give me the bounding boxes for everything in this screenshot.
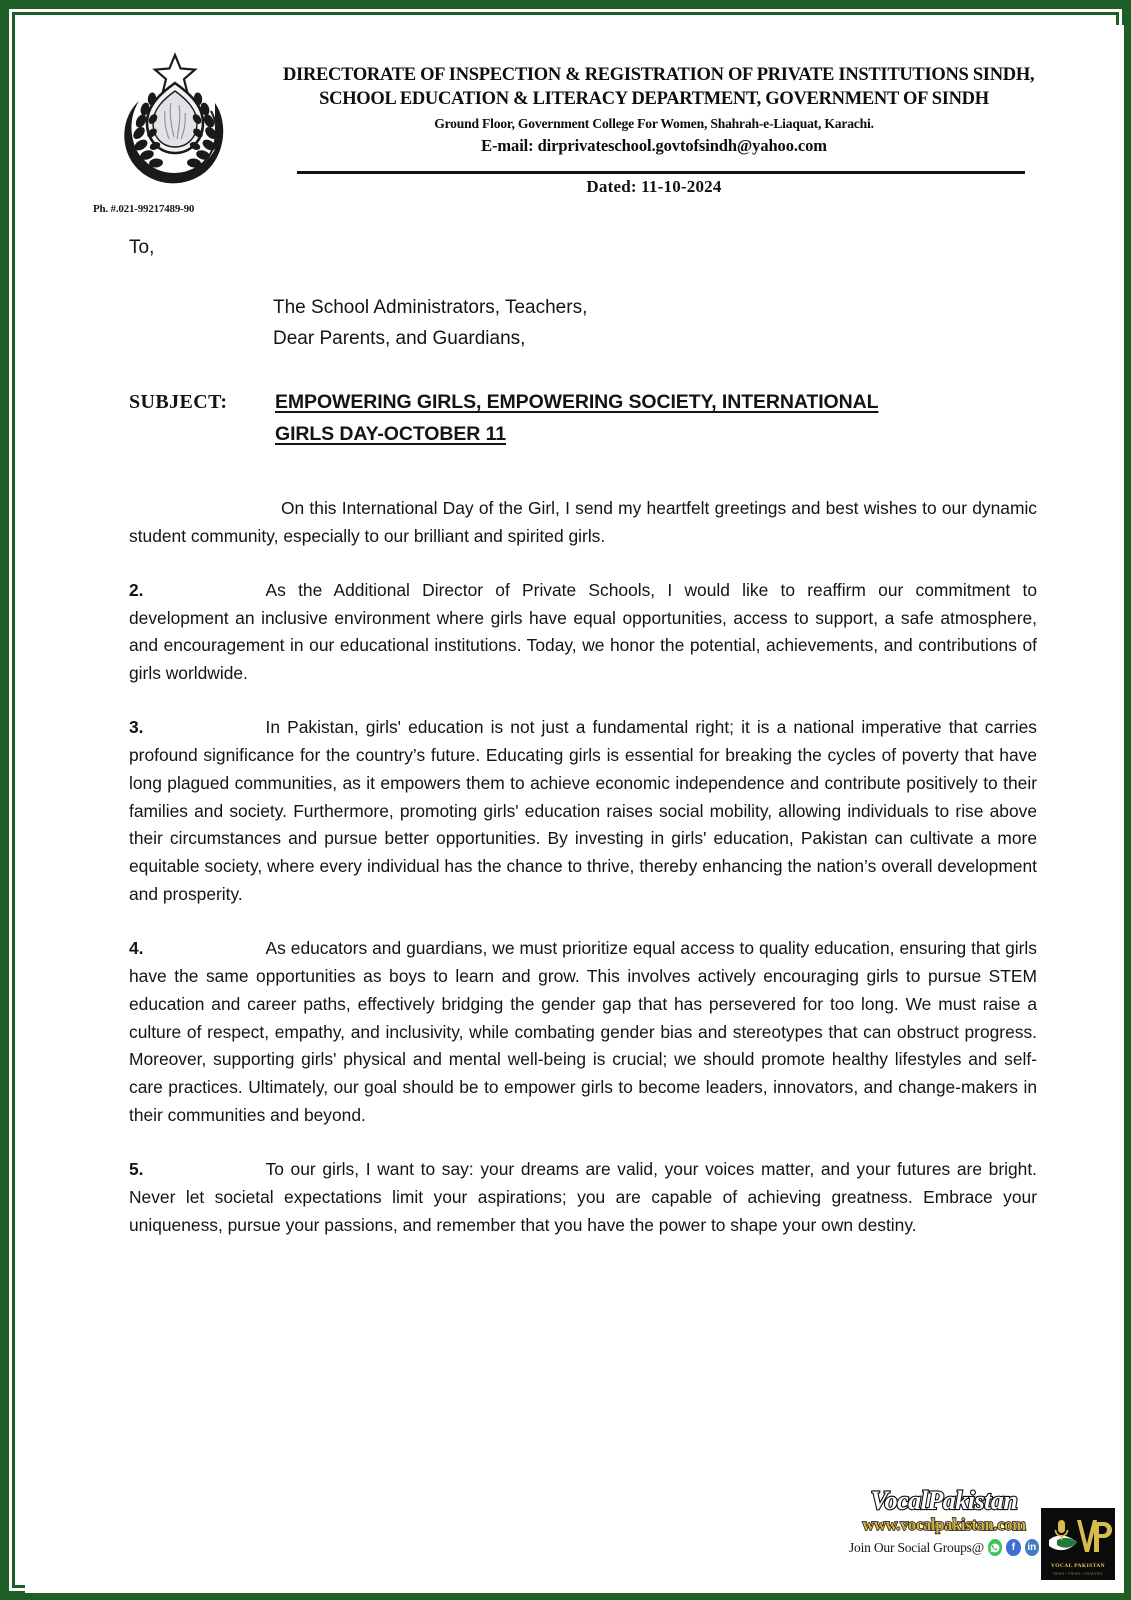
paragraph-number: 3. [129,717,144,738]
subject-text [275,387,878,450]
letterhead-divider [297,171,1025,174]
vocal-pakistan-watermark [845,1480,1115,1580]
office-email: E-mail: dirprivateschool.govtofsindh@yahoo.com [481,135,827,155]
linkedin-icon[interactable]: in [1025,1539,1039,1556]
watermark-website-url: www.vocalpakistan.com [862,1515,1026,1534]
letter-paragraph [129,577,1037,688]
directorate-title-line-2: SCHOOL EDUCATION & LITERACY DEPARTMENT, GOVERNMENT OF SINDH [319,89,989,110]
paragraph-text: As educators and guardians, we must prioritize equal access to quality education, ensuring that girls have the same opportunities as boys to learn and grow. This involves actively encouraging girls to pursue STEM education and career paths, effectively bridging the gender gap that has persevered for too long. We must raise a culture of respect, empathy, and inclusivity, while combating gender bias and stereotypes that can obstruct progress. Moreover, supporting girls' physical and mental well-being is crucial; we should promote healthy lifestyles and self-care practices. Ultimately, our goal should be to empower girls to become leaders, innovators, and change-makers in their communities and beyond. [129,937,1037,1126]
watermark-logo-subcaption: NEWS • VIEWS • ANALYSIS [1053,1572,1103,1576]
letter-paragraph [129,1156,1037,1240]
watermark-social-row [849,1539,1039,1556]
watermark-brand: VocalPakistan [870,1486,1018,1515]
paragraph-number: 4. [129,937,144,958]
paragraph-text: To our girls, I want to say: your dreams are valid, your voices matter, and your futures are bright. Never let societal expectations limit your aspirations; you are capable of achieving greatness. Embrace your uniqueness, pursue your passions, and remember that you have the power to shape your own destiny. [129,1158,1037,1235]
letter-page [25,25,1124,1593]
letter-paragraph [129,495,1037,551]
addressee-line-1: The School Administrators, Teachers, [273,297,588,318]
letter-date: Dated: 11-10-2024 [586,177,722,196]
whatsapp-icon[interactable] [988,1539,1002,1556]
office-identity-block [283,63,1035,156]
office-address: Ground Floor, Government College For Women, Shahrah-e-Liaquat, Karachi. [434,115,874,131]
watermark-text-block [849,1488,1039,1556]
watermark-social-label: Join Our Social Groups@ [849,1539,984,1555]
letter-paragraph [129,935,1037,1130]
subject-text-line-2: GIRLS DAY-OCTOBER 11 [275,422,506,445]
vocal-pakistan-logo [1041,1508,1115,1580]
paragraph-text: On this International Day of the Girl, I send my heartfelt greetings and best wishes to our dynamic student community, especially to our brilliant and spirited girls. [129,498,1037,546]
paragraph-text: In Pakistan, girls' education is not just a fundamental right; it is a national imperative that carries profound significance for the country’s future. Educating girls is essential for breaking the cycles of poverty that have long plagued communities, as it empowers them to achieve economic independence and contribute positively to their families and society. Furthermore, promoting girls' education raises social mobility, allowing individuals to rise above their circumstances and pursue better opportunities. By investing in girls' education, Pakistan can cultivate a more equitable society, where every individual has the chance to thrive, thereby enhancing the nation’s overall development and prosperity. [129,717,1037,905]
subject-label: SUBJECT: [129,391,228,413]
directorate-title-line-1: DIRECTORATE OF INSPECTION & REGISTRATION OF PRIVATE INSTITUTIONS SINDH, [283,65,1035,85]
paragraph-number: 2. [129,579,144,600]
facebook-icon[interactable]: f [1006,1539,1020,1556]
office-phone: Ph. #.021-99217489-90 [93,203,195,215]
subject-text-line-1: EMPOWERING GIRLS, EMPOWERING SOCIETY, INTERNATIONAL [275,391,879,413]
subject-row [129,387,1034,450]
letter-paragraphs [129,495,1037,1265]
paragraph-text: As the Additional Director of Private Schools, I would like to reaffirm our commitment to development an inclusive environment where girls have equal opportunities, access to support, a safe atmosphere, and encouragement in our educational institutions. Today, we honor the potential, achievements, and contributions of girls worldwide. [129,579,1037,684]
to-label: To, [129,237,155,258]
paragraph-number: 5. [129,1158,144,1179]
addressee-block [273,293,587,355]
addressee-line-2: Dear Parents, and Guardians, [273,327,526,349]
watermark-logo-caption: VOCAL PAKISTAN [1050,1563,1106,1569]
government-of-sindh-emblem-icon [111,47,239,195]
letter-paragraph [129,714,1037,909]
letterhead [25,25,1124,215]
